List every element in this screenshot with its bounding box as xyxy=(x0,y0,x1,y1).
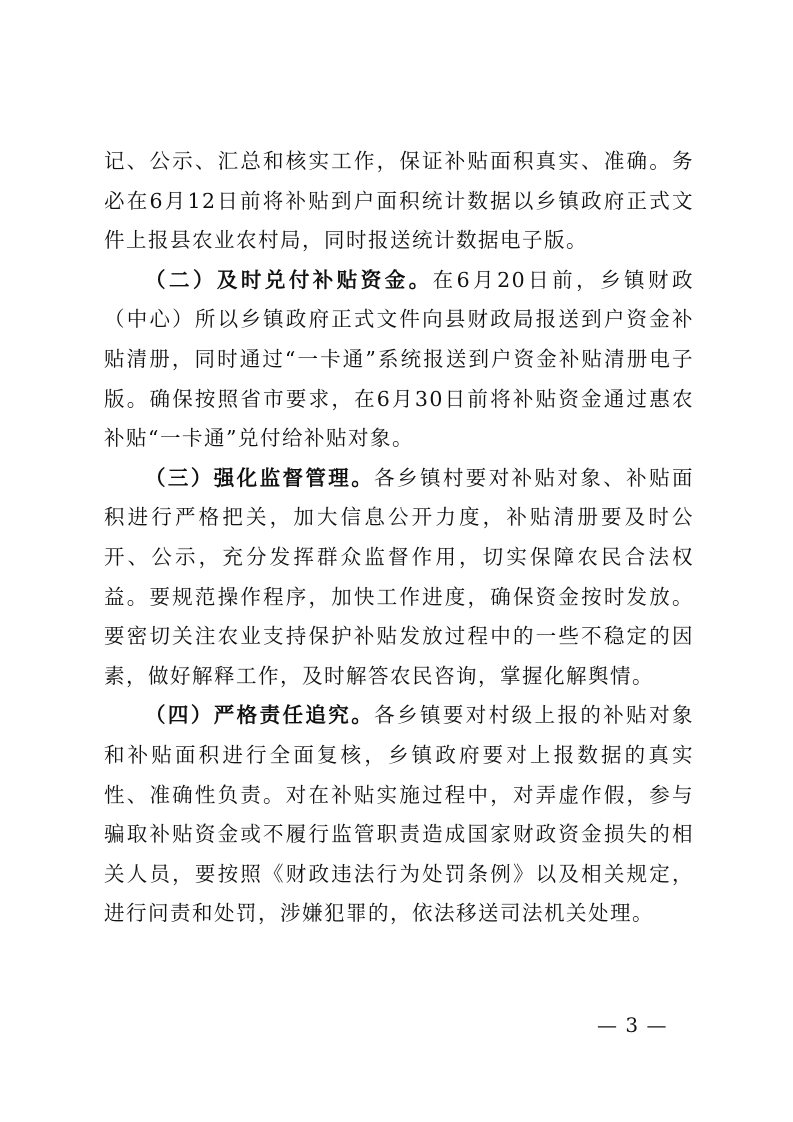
document-body xyxy=(104,142,694,934)
paragraph-text: 各乡镇要对村级上报的补贴对象和补贴面积进行全面复核，乡镇政府要对上报数据的真实性、准确性负责。对在补贴实施过程中，对弄虚作假，参与骗取补贴资金或不履行监管职责造成国家财政资金损失的相关人员，要按照《财政违法行为处罚条例》以及相关规定，进行问责和处罚，涉嫌犯罪的，依法移送司法机关处理。 xyxy=(104,703,695,926)
paragraph-section-2 xyxy=(104,261,694,459)
paragraph-text: 记、公示、汇总和核实工作，保证补贴面积真实、准确。务必在6月12日前将补贴到户面积统计数据以乡镇政府正式文件上报县农业农村局，同时报送统计数据电子版。 xyxy=(104,149,694,253)
paragraph-continued xyxy=(104,142,694,261)
paragraph-text: 各乡镇村要对补贴对象、补贴面积进行严格把关，加大信息公开力度，补贴清册要及时公开、公示，充分发挥群众监督作用，切实保障农民合法权益。要规范操作程序，加快工作进度，确保资金按时发放。要密切关注农业支持保护补贴发放过程中的一些不稳定的因素，做好解释工作，及时解答农民咨询，掌握化解舆情。 xyxy=(104,465,695,688)
section-heading-4: （四）严格责任追究。 xyxy=(145,703,375,728)
paragraph-section-4 xyxy=(104,696,694,934)
page-number: — 3 — xyxy=(597,1013,668,1037)
paragraph-section-3 xyxy=(104,459,694,697)
section-heading-2: （二）及时兑付补贴资金。 xyxy=(145,267,433,292)
section-heading-3: （三）强化监督管理。 xyxy=(145,465,375,490)
paragraph-text: 在6月20日前，乡镇财政（中心）所以乡镇政府正式文件向县财政局报送到户资金补贴清册，同时通过“一卡通”系统报送到户资金补贴清册电子版。确保按照省市要求，在6月30日前将补贴资金通过惠农补贴“一卡通”兑付给补贴对象。 xyxy=(104,267,694,451)
